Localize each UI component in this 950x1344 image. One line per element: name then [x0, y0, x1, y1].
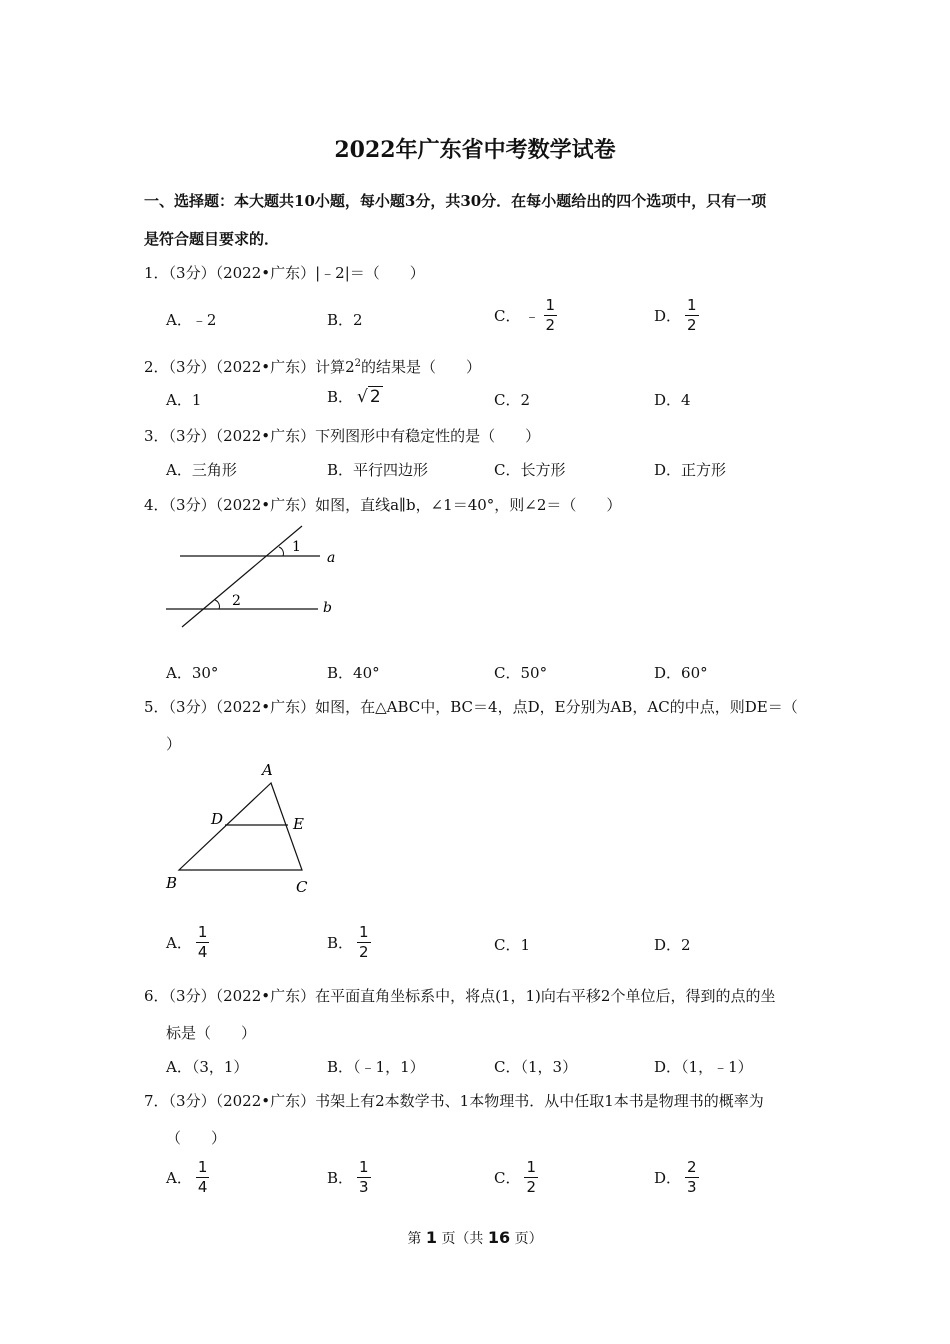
q5-option-d: D．2 — [654, 936, 691, 954]
sqrt-symbol: √ 2 — [357, 387, 381, 407]
q1-option-a: A．﹣2 — [166, 311, 217, 329]
q1-option-c — [494, 298, 557, 333]
q2-option-b — [327, 386, 383, 407]
q7-b-numerator: 1 — [359, 1158, 369, 1176]
section-heading-line1: 一、选择题：本大题共10小题，每小题3分，共30分．在每小题给出的四个选项中，只有一项 — [144, 192, 767, 210]
point-label-d: D — [211, 810, 224, 828]
q7-c-numerator: 1 — [526, 1158, 537, 1176]
q5-option-a — [166, 925, 209, 960]
q1-option-d — [654, 298, 699, 333]
q7-b-denominator: 3 — [359, 1178, 369, 1196]
q2-option-b-label: B． — [327, 388, 354, 406]
q4-option-b: B．40° — [327, 664, 380, 682]
q7-option-b-fraction — [357, 1160, 371, 1195]
q6-stem-line2: 标是（ ） — [166, 1024, 257, 1042]
q5-a-denominator: 4 — [197, 943, 208, 961]
q5-b-denominator: 2 — [359, 943, 369, 961]
q3-option-d: D．正方形 — [654, 461, 727, 479]
q1-stem: 1．（3分）（2022•广东）|﹣2|＝（ ） — [144, 264, 425, 282]
q1-c-numerator: 1 — [545, 296, 556, 314]
q5-option-a-fraction — [196, 925, 210, 960]
q3-option-a: A．三角形 — [166, 461, 237, 479]
q1-d-numerator: 1 — [687, 296, 697, 314]
q1-c-denominator: 2 — [545, 316, 556, 334]
q1-option-b: B．2 — [327, 311, 363, 329]
q7-a-denominator: 4 — [197, 1178, 208, 1196]
angle-label-1: 1 — [292, 539, 301, 555]
transversal-line — [182, 526, 302, 627]
q7-stem-line2: （ ） — [166, 1129, 227, 1147]
q5-a-numerator: 1 — [197, 923, 208, 941]
q7-option-b-label: B． — [327, 1169, 354, 1187]
q7-option-a — [166, 1160, 209, 1195]
line-label-b: b — [323, 600, 332, 616]
q2-stem-exponent: 2 — [354, 358, 362, 369]
q7-option-c — [494, 1160, 538, 1195]
vertex-label-c: C — [296, 878, 308, 896]
vertex-label-b: B — [166, 874, 178, 892]
q6-option-b: B．（﹣1，1） — [327, 1058, 425, 1076]
q7-option-d — [654, 1160, 699, 1195]
angle-2-arc — [215, 600, 219, 609]
q7-d-denominator: 3 — [687, 1178, 697, 1196]
q7-option-a-label: A． — [166, 1169, 192, 1187]
q2-option-d: D．4 — [654, 391, 691, 409]
q7-option-d-label: D． — [654, 1169, 682, 1187]
q6-option-d: D．（1，﹣1） — [654, 1058, 753, 1076]
footer-page-number: 1 — [425, 1228, 437, 1247]
q6-option-a: A．（3，1） — [166, 1058, 249, 1076]
q7-c-denominator: 2 — [526, 1178, 537, 1196]
q1-option-c-fraction — [544, 298, 558, 333]
q7-option-c-label: C． — [494, 1169, 521, 1187]
q4-figure-parallel-lines — [160, 520, 350, 635]
q7-d-numerator: 2 — [687, 1158, 697, 1176]
q3-stem: 3．（3分）（2022•广东）下列图形中有稳定性的是（ ） — [144, 427, 541, 445]
angle-label-2: 2 — [232, 593, 241, 609]
vertex-label-a: A — [262, 761, 273, 779]
q5-stem-line1: 5．（3分）（2022•广东）如图，在△ABC中，BC＝4，点D，E分别为AB，AC的中点，则DE＝（ — [144, 698, 798, 716]
q1-option-c-neg: ﹣ — [524, 307, 540, 325]
q7-option-d-fraction — [685, 1160, 699, 1195]
q2-stem — [144, 356, 481, 377]
q5-option-b — [327, 925, 371, 960]
q6-option-c: C．（1，3） — [494, 1058, 578, 1076]
q2-option-b-radicand: 2 — [369, 387, 381, 407]
q4-stem: 4．（3分）（2022•广东）如图，直线a∥b，∠1＝40°，则∠2＝（ ） — [144, 496, 622, 514]
q2-stem-pre: 2．（3分）（2022•广东）计算2 — [144, 358, 355, 376]
point-label-e: E — [293, 815, 304, 833]
q2-stem-post: 的结果是（ ） — [361, 358, 482, 376]
angle-1-arc — [279, 547, 283, 556]
q7-option-a-fraction — [196, 1160, 210, 1195]
q5-option-a-label: A． — [166, 934, 192, 952]
page-title: 2022年广东省中考数学试卷 — [334, 137, 616, 163]
q3-option-b: B．平行四边形 — [327, 461, 429, 479]
q7-option-c-fraction — [524, 1160, 538, 1195]
q1-option-d-fraction — [685, 298, 699, 333]
footer-pre: 第 — [407, 1231, 422, 1247]
q5-b-numerator: 1 — [359, 923, 369, 941]
q3-option-c: C．长方形 — [494, 461, 566, 479]
line-label-a: a — [327, 550, 336, 566]
q7-stem-line1: 7．（3分）（2022•广东）书架上有2本数学书、1本物理书．从中任取1本书是物理书的概率为 — [144, 1092, 764, 1110]
footer-total-pages: 16 — [487, 1228, 511, 1247]
footer-mid: 页（共 — [441, 1231, 484, 1247]
q2-option-c: C．2 — [494, 391, 531, 409]
section-heading-line2: 是符合题目要求的． — [144, 230, 280, 248]
q5-stem-line2: ） — [166, 735, 182, 753]
q1-option-d-label: D． — [654, 307, 682, 325]
footer-post: 页） — [514, 1231, 543, 1247]
q7-a-numerator: 1 — [197, 1158, 208, 1176]
triangle-abc — [179, 783, 302, 870]
q1-option-c-label: C． — [494, 307, 521, 325]
q5-option-c: C．1 — [494, 936, 531, 954]
q7-option-b — [327, 1160, 371, 1195]
q4-option-c: C．50° — [494, 664, 548, 682]
q5-option-b-label: B． — [327, 934, 354, 952]
page-footer — [0, 1228, 950, 1248]
q1-d-denominator: 2 — [687, 316, 697, 334]
q5-figure-triangle — [160, 758, 320, 898]
q6-stem-line1: 6．（3分）（2022•广东）在平面直角坐标系中，将点(1，1)向右平移2个单位后，得到的点的坐 — [144, 987, 776, 1005]
q4-option-d: D．60° — [654, 664, 708, 682]
q2-option-a: A．1 — [166, 391, 202, 409]
q4-option-a: A．30° — [166, 664, 219, 682]
q5-option-b-fraction — [357, 925, 371, 960]
